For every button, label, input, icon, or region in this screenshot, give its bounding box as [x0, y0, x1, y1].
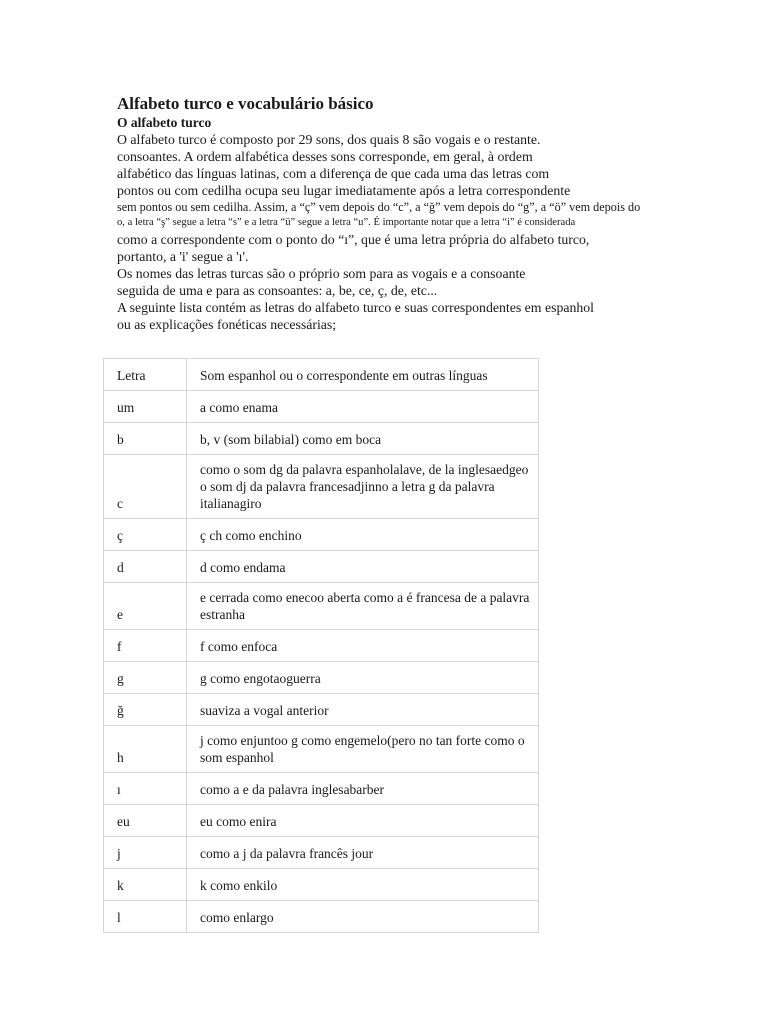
table-row — [104, 726, 539, 773]
description-cell: j como enjuntoo g como engemelo(pero no tan forte como o som espanhol — [187, 726, 539, 773]
table-row — [104, 694, 539, 726]
document-body — [117, 94, 757, 333]
table-row — [104, 837, 539, 869]
table-row — [104, 551, 539, 583]
table-row — [104, 391, 539, 423]
letter-cell: h — [104, 726, 187, 773]
table-row — [104, 423, 539, 455]
paragraph-line: sem pontos ou sem cedilha. Assim, a “ç” vem depois do “c”, a “ğ” vem depois do “g”, a “ö” vem depois do — [117, 200, 641, 214]
letter-cell: d — [104, 551, 187, 583]
header-description: Som espanhol ou o correspondente em outras línguas — [187, 359, 539, 391]
letter-cell: k — [104, 869, 187, 901]
description-cell: ç ch como enchino — [187, 519, 539, 551]
description-cell: d como endama — [187, 551, 539, 583]
letter-cell: b — [104, 423, 187, 455]
letter-cell: ğ — [104, 694, 187, 726]
description-cell: como a j da palavra francês jour — [187, 837, 539, 869]
letter-cell: ç — [104, 519, 187, 551]
description-cell: suaviza a vogal anterior — [187, 694, 539, 726]
alphabet-table-container — [103, 358, 539, 933]
section-subtitle: O alfabeto turco — [117, 115, 212, 130]
paragraph-line: portanto, a 'i' segue a 'ı'. — [117, 249, 249, 264]
paragraph-line: como a correspondente com o ponto do “ı”, que é uma letra própria do alfabeto turco, — [117, 232, 590, 247]
header-letter: Letra — [104, 359, 187, 391]
description-cell: como o som dg da palavra espanholalave, de la inglesaedgeo o som dj da palavra francesadjinno a letra g da palavra italianagiro — [187, 455, 539, 519]
letter-cell: j — [104, 837, 187, 869]
table-row — [104, 519, 539, 551]
description-cell: como a e da palavra inglesabarber — [187, 773, 539, 805]
paragraph-line: Os nomes das letras turcas são o próprio som para as vogais e a consoante — [117, 266, 526, 281]
letter-cell: f — [104, 630, 187, 662]
description-cell: b, v (som bilabial) como em boca — [187, 423, 539, 455]
description-cell: f como enfoca — [187, 630, 539, 662]
page-title: Alfabeto turco e vocabulário básico — [117, 94, 374, 113]
description-cell: e cerrada como enecoo aberta como a é francesa de a palavra estranha — [187, 583, 539, 630]
description-cell: k como enkilo — [187, 869, 539, 901]
paragraph-line: seguida de uma e para as consoantes: a, be, ce, ç, de, etc... — [117, 283, 438, 298]
letter-cell: um — [104, 391, 187, 423]
alphabet-table — [103, 358, 539, 933]
table-row — [104, 805, 539, 837]
description-cell: g como engotaoguerra — [187, 662, 539, 694]
paragraph-line: A seguinte lista contém as letras do alfabeto turco e suas correspondentes em espanhol — [117, 300, 594, 315]
table-row — [104, 773, 539, 805]
letter-cell: eu — [104, 805, 187, 837]
paragraph-line: ou as explicações fonéticas necessárias; — [117, 317, 337, 332]
table-row — [104, 869, 539, 901]
paragraph-line: O alfabeto turco é composto por 29 sons, dos quais 8 são vogais e o restante. — [117, 132, 541, 147]
letter-cell: ı — [104, 773, 187, 805]
letter-cell: e — [104, 583, 187, 630]
paragraph-line: consoantes. A ordem alfabética desses sons corresponde, em geral, à ordem — [117, 149, 533, 164]
table-row — [104, 630, 539, 662]
letter-cell: g — [104, 662, 187, 694]
table-row — [104, 583, 539, 630]
table-row — [104, 901, 539, 933]
description-cell: eu como enira — [187, 805, 539, 837]
description-cell: a como enama — [187, 391, 539, 423]
table-header-row — [104, 359, 539, 391]
paragraph-line: pontos ou com cedilha ocupa seu lugar imediatamente após a letra correspondente — [117, 183, 571, 198]
table-row — [104, 662, 539, 694]
description-cell: como enlargo — [187, 901, 539, 933]
letter-cell: c — [104, 455, 187, 519]
paragraph-line: o, a letra “ş” segue a letra “s” e a letra “ü” segue a letra “u”. É importante notar que a letra “i” é considerada — [117, 217, 576, 228]
paragraph-line: alfabético das línguas latinas, com a diferença de que cada uma das letras com — [117, 166, 550, 181]
intro-paragraph — [117, 131, 757, 333]
letter-cell: l — [104, 901, 187, 933]
table-row — [104, 455, 539, 519]
